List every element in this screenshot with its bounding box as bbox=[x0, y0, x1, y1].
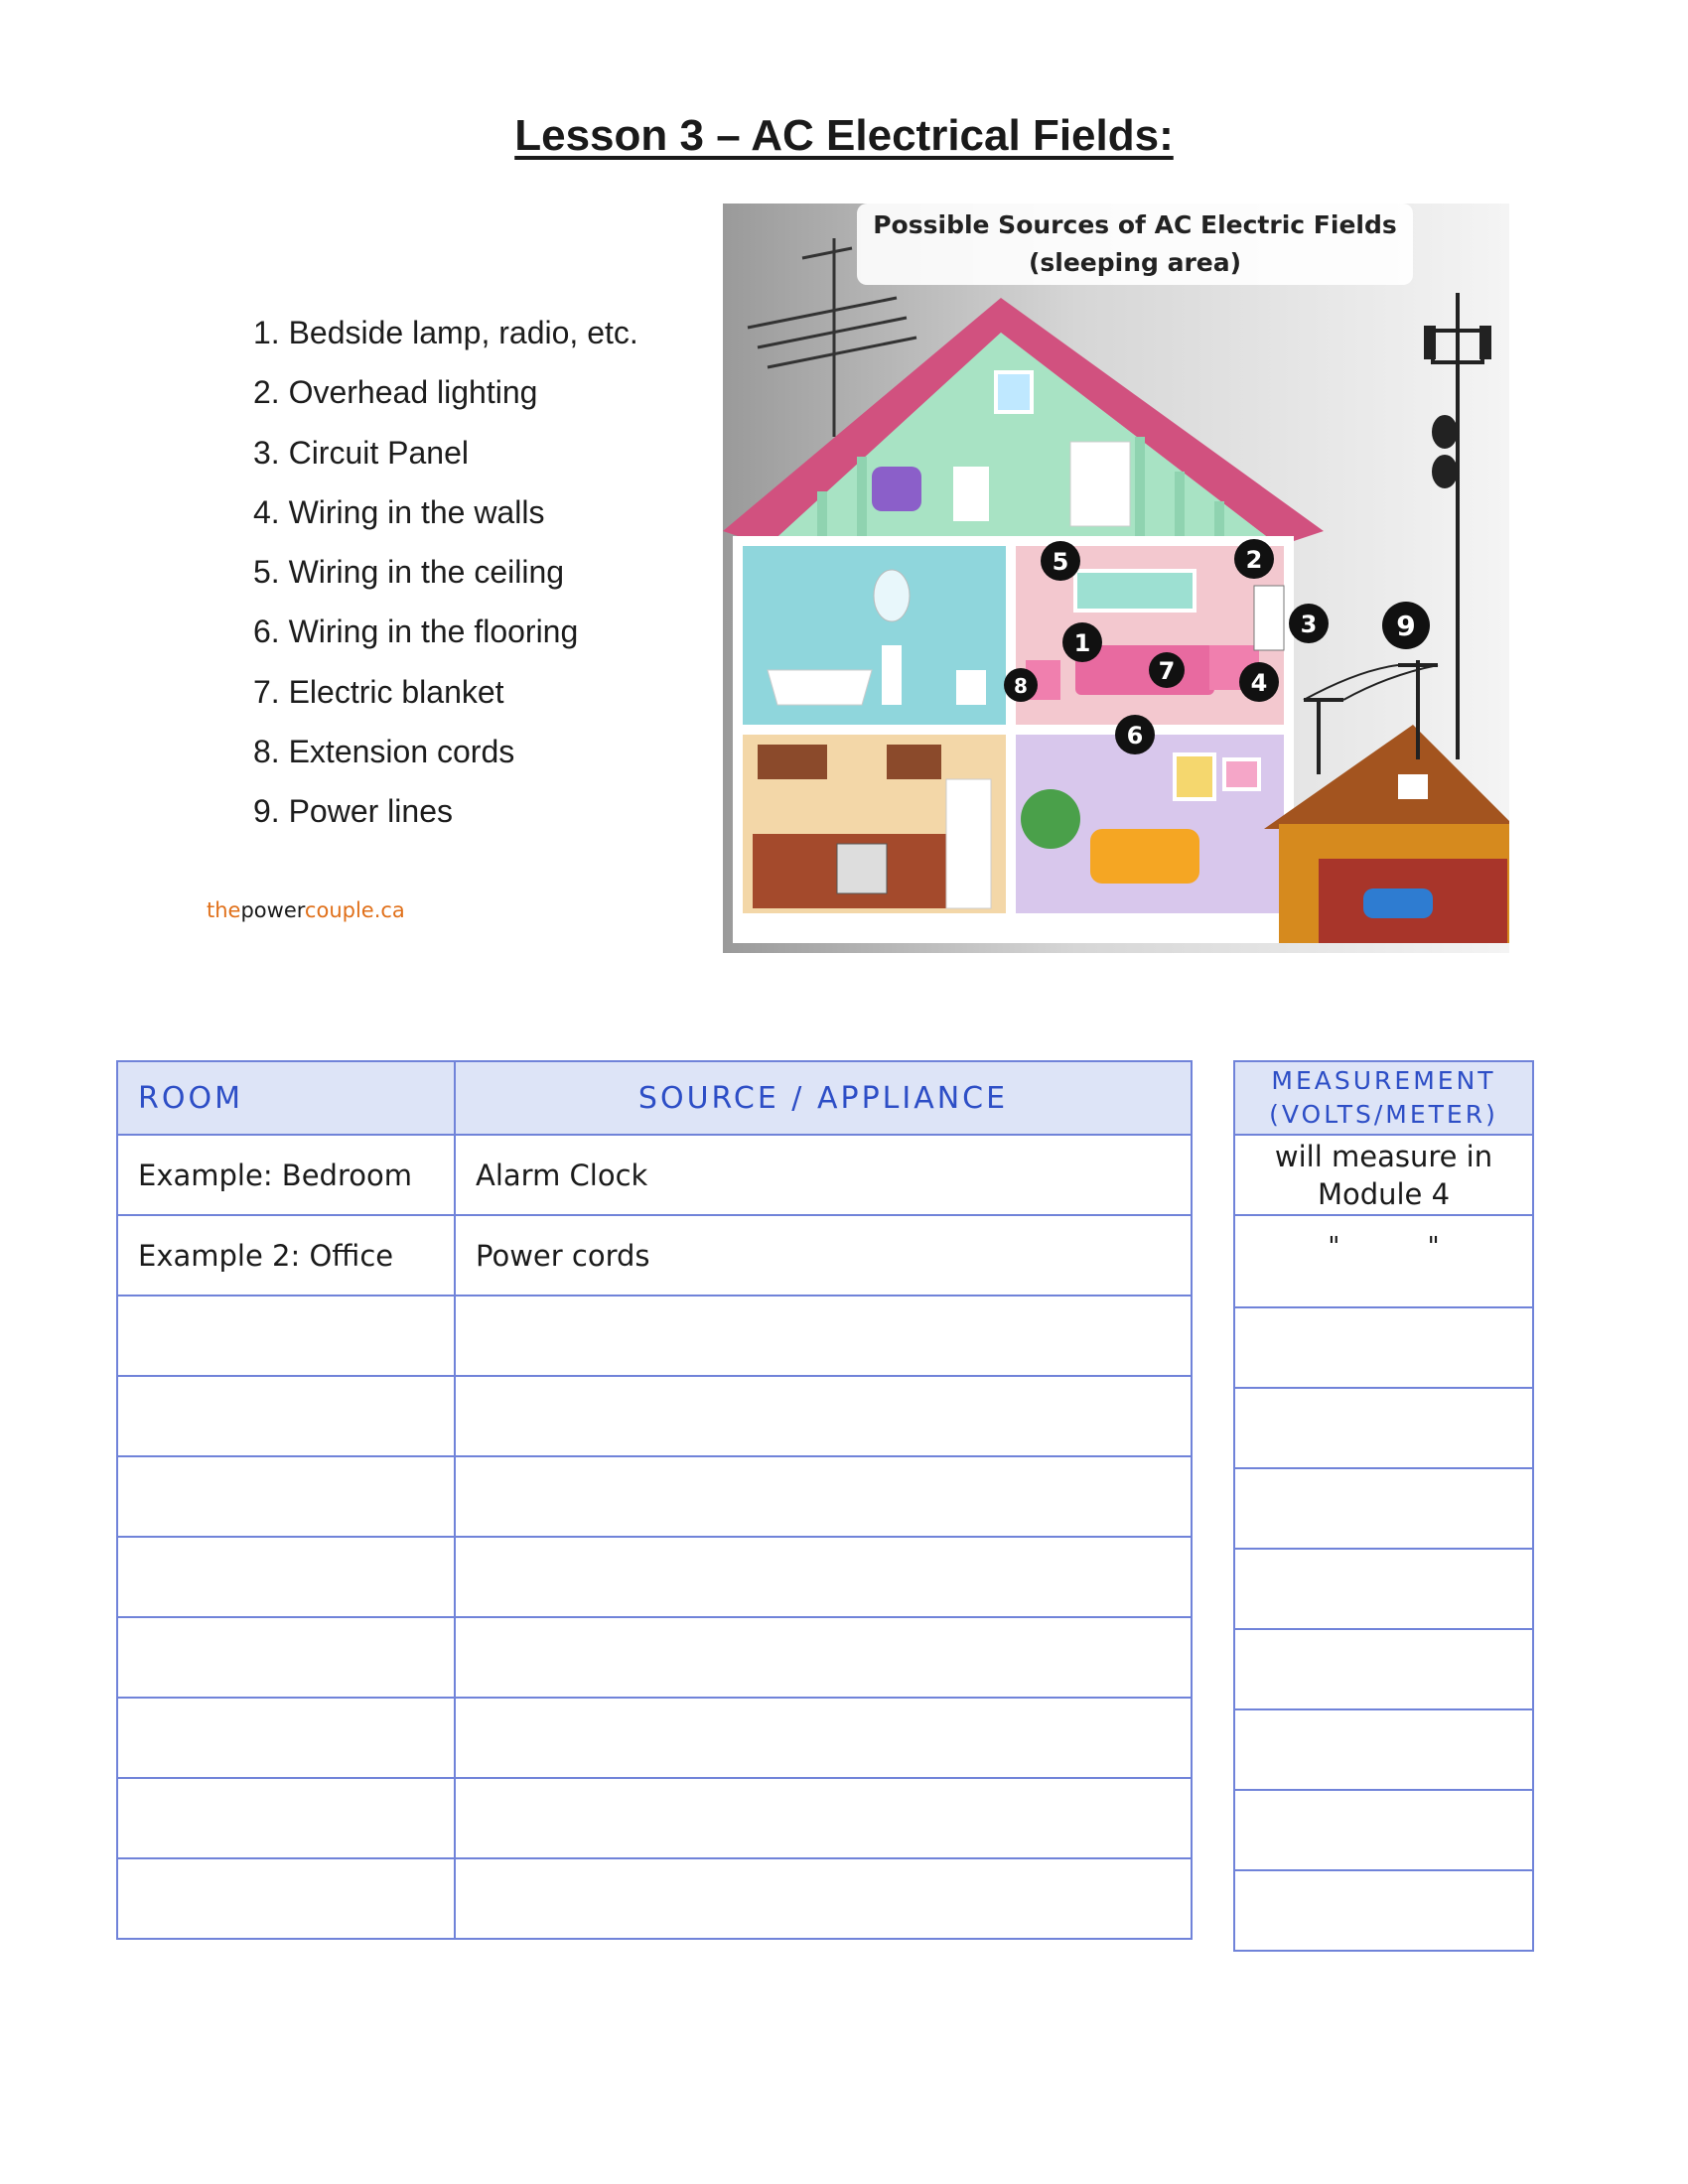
marker-1 bbox=[1062, 622, 1102, 662]
picture-frame bbox=[1175, 754, 1214, 799]
svg-text:3: 3 bbox=[1300, 611, 1318, 638]
measurement-cell[interactable]: " " bbox=[1234, 1215, 1533, 1307]
svg-text:4: 4 bbox=[1250, 669, 1268, 697]
attic-window bbox=[996, 372, 1032, 412]
cabinet bbox=[758, 745, 827, 779]
table-row bbox=[117, 1537, 1192, 1617]
room-cell[interactable] bbox=[117, 1858, 455, 1939]
list-item: 6. Wiring in the flooring bbox=[253, 614, 579, 650]
bathtub bbox=[768, 670, 872, 705]
room-cell[interactable]: Example 2: Office bbox=[117, 1215, 455, 1296]
marker-2 bbox=[1234, 539, 1274, 579]
picture-frame bbox=[1224, 759, 1259, 789]
table-header-row bbox=[1234, 1061, 1533, 1135]
source-cell[interactable] bbox=[455, 1858, 1192, 1939]
column-header-room: ROOM bbox=[117, 1061, 455, 1135]
column-header-measurement bbox=[1234, 1061, 1533, 1135]
brand-part: power bbox=[240, 898, 305, 922]
svg-text:2: 2 bbox=[1245, 546, 1263, 574]
source-cell[interactable] bbox=[455, 1376, 1192, 1456]
marker-4 bbox=[1239, 662, 1279, 702]
table-row bbox=[117, 1296, 1192, 1376]
table-row bbox=[117, 1215, 1192, 1296]
sources-list bbox=[253, 303, 638, 842]
source-cell[interactable] bbox=[455, 1617, 1192, 1698]
caption-subtitle: (sleeping area) bbox=[1028, 248, 1242, 277]
svg-text:7: 7 bbox=[1158, 657, 1176, 685]
svg-text:9: 9 bbox=[1396, 610, 1416, 642]
measurement-cell[interactable] bbox=[1234, 1870, 1533, 1951]
table-row bbox=[1234, 1709, 1533, 1790]
table-row bbox=[1234, 1629, 1533, 1709]
brand-part: couple.ca bbox=[304, 898, 405, 922]
room-cell[interactable]: Example: Bedroom bbox=[117, 1135, 455, 1215]
list-item: 9. Power lines bbox=[253, 793, 453, 830]
list-item: 5. Wiring in the ceiling bbox=[253, 554, 565, 591]
table-row bbox=[1234, 1388, 1533, 1468]
svg-text:5: 5 bbox=[1052, 548, 1069, 576]
measurement-table bbox=[1233, 1060, 1534, 1952]
measurement-cell[interactable] bbox=[1234, 1629, 1533, 1709]
sources-table bbox=[116, 1060, 1193, 1940]
source-cell[interactable] bbox=[455, 1537, 1192, 1617]
room-cell[interactable] bbox=[117, 1537, 455, 1617]
table-row bbox=[117, 1778, 1192, 1858]
table-row bbox=[117, 1456, 1192, 1537]
sink bbox=[882, 645, 902, 705]
table-row bbox=[1234, 1870, 1533, 1951]
list-item: 3. Circuit Panel bbox=[253, 434, 469, 471]
oven bbox=[837, 844, 887, 893]
plant bbox=[1021, 789, 1080, 849]
caption-title: Possible Sources of AC Electric Fields bbox=[873, 210, 1397, 239]
table-row bbox=[1234, 1135, 1533, 1215]
room-cell[interactable] bbox=[117, 1698, 455, 1778]
table-row bbox=[117, 1617, 1192, 1698]
table-row bbox=[1234, 1307, 1533, 1388]
measurement-cell[interactable] bbox=[1234, 1388, 1533, 1468]
brand-logo bbox=[207, 898, 405, 922]
list-item: 4. Wiring in the walls bbox=[253, 493, 545, 530]
cabinet bbox=[887, 745, 941, 779]
list-item: 2. Overhead lighting bbox=[253, 374, 538, 411]
room-cell[interactable] bbox=[117, 1456, 455, 1537]
table-row bbox=[117, 1858, 1192, 1939]
fridge bbox=[946, 779, 991, 908]
marker-9 bbox=[1382, 602, 1430, 649]
marker-3 bbox=[1289, 604, 1329, 643]
measurement-cell[interactable] bbox=[1234, 1468, 1533, 1549]
room-cell[interactable] bbox=[117, 1778, 455, 1858]
list-item: 1. Bedside lamp, radio, etc. bbox=[253, 315, 638, 350]
measurement-cell[interactable] bbox=[1234, 1709, 1533, 1790]
header-line: MEASUREMENT bbox=[1271, 1066, 1496, 1095]
marker-7 bbox=[1149, 652, 1185, 688]
armchair bbox=[872, 467, 921, 511]
column-header-source: SOURCE / APPLIANCE bbox=[455, 1061, 1192, 1135]
svg-text:1: 1 bbox=[1073, 629, 1091, 657]
table-row bbox=[117, 1135, 1192, 1215]
table-row bbox=[117, 1376, 1192, 1456]
source-cell[interactable] bbox=[455, 1456, 1192, 1537]
svg-text:8: 8 bbox=[1014, 674, 1028, 698]
bookshelf bbox=[1070, 442, 1130, 526]
measurement-cell[interactable] bbox=[1234, 1790, 1533, 1870]
table-row bbox=[1234, 1468, 1533, 1549]
circuit-panel bbox=[1254, 586, 1284, 650]
cell-line: will measure in bbox=[1274, 1139, 1493, 1173]
marker-8 bbox=[1004, 668, 1038, 702]
cell-line: Module 4 bbox=[1317, 1176, 1451, 1211]
header-line: (VOLTS/METER) bbox=[1269, 1100, 1498, 1129]
table-row bbox=[1234, 1790, 1533, 1870]
list-item: 8. Extension cords bbox=[253, 734, 515, 770]
room-cell[interactable] bbox=[117, 1376, 455, 1456]
svg-text:6: 6 bbox=[1126, 722, 1144, 750]
marker-6 bbox=[1115, 715, 1155, 754]
mirror bbox=[874, 570, 910, 621]
table-row bbox=[117, 1698, 1192, 1778]
source-cell[interactable]: Power cords bbox=[455, 1215, 1192, 1296]
desk bbox=[953, 467, 989, 521]
list-item: 7. Electric blanket bbox=[253, 673, 504, 710]
source-cell[interactable] bbox=[455, 1698, 1192, 1778]
source-cell[interactable]: Alarm Clock bbox=[455, 1135, 1192, 1215]
table-header-row bbox=[117, 1061, 1192, 1135]
room-cell[interactable] bbox=[117, 1617, 455, 1698]
source-cell[interactable] bbox=[455, 1778, 1192, 1858]
house-illustration bbox=[723, 204, 1509, 953]
brand-part: the bbox=[207, 898, 241, 922]
wall-painting bbox=[1075, 571, 1195, 611]
table-row bbox=[1234, 1549, 1533, 1629]
garage-window bbox=[1398, 774, 1428, 799]
source-cell[interactable] bbox=[455, 1296, 1192, 1376]
toilet bbox=[956, 670, 986, 705]
measurement-cell[interactable] bbox=[1234, 1549, 1533, 1629]
measurement-cell[interactable] bbox=[1234, 1135, 1533, 1215]
room-cell[interactable] bbox=[117, 1296, 455, 1376]
measurement-cell[interactable] bbox=[1234, 1307, 1533, 1388]
sofa bbox=[1090, 829, 1199, 884]
page-title: Lesson 3 – AC Electrical Fields: bbox=[514, 111, 1174, 160]
marker-5 bbox=[1041, 541, 1080, 581]
table-row bbox=[1234, 1215, 1533, 1307]
car-icon bbox=[1363, 888, 1433, 918]
